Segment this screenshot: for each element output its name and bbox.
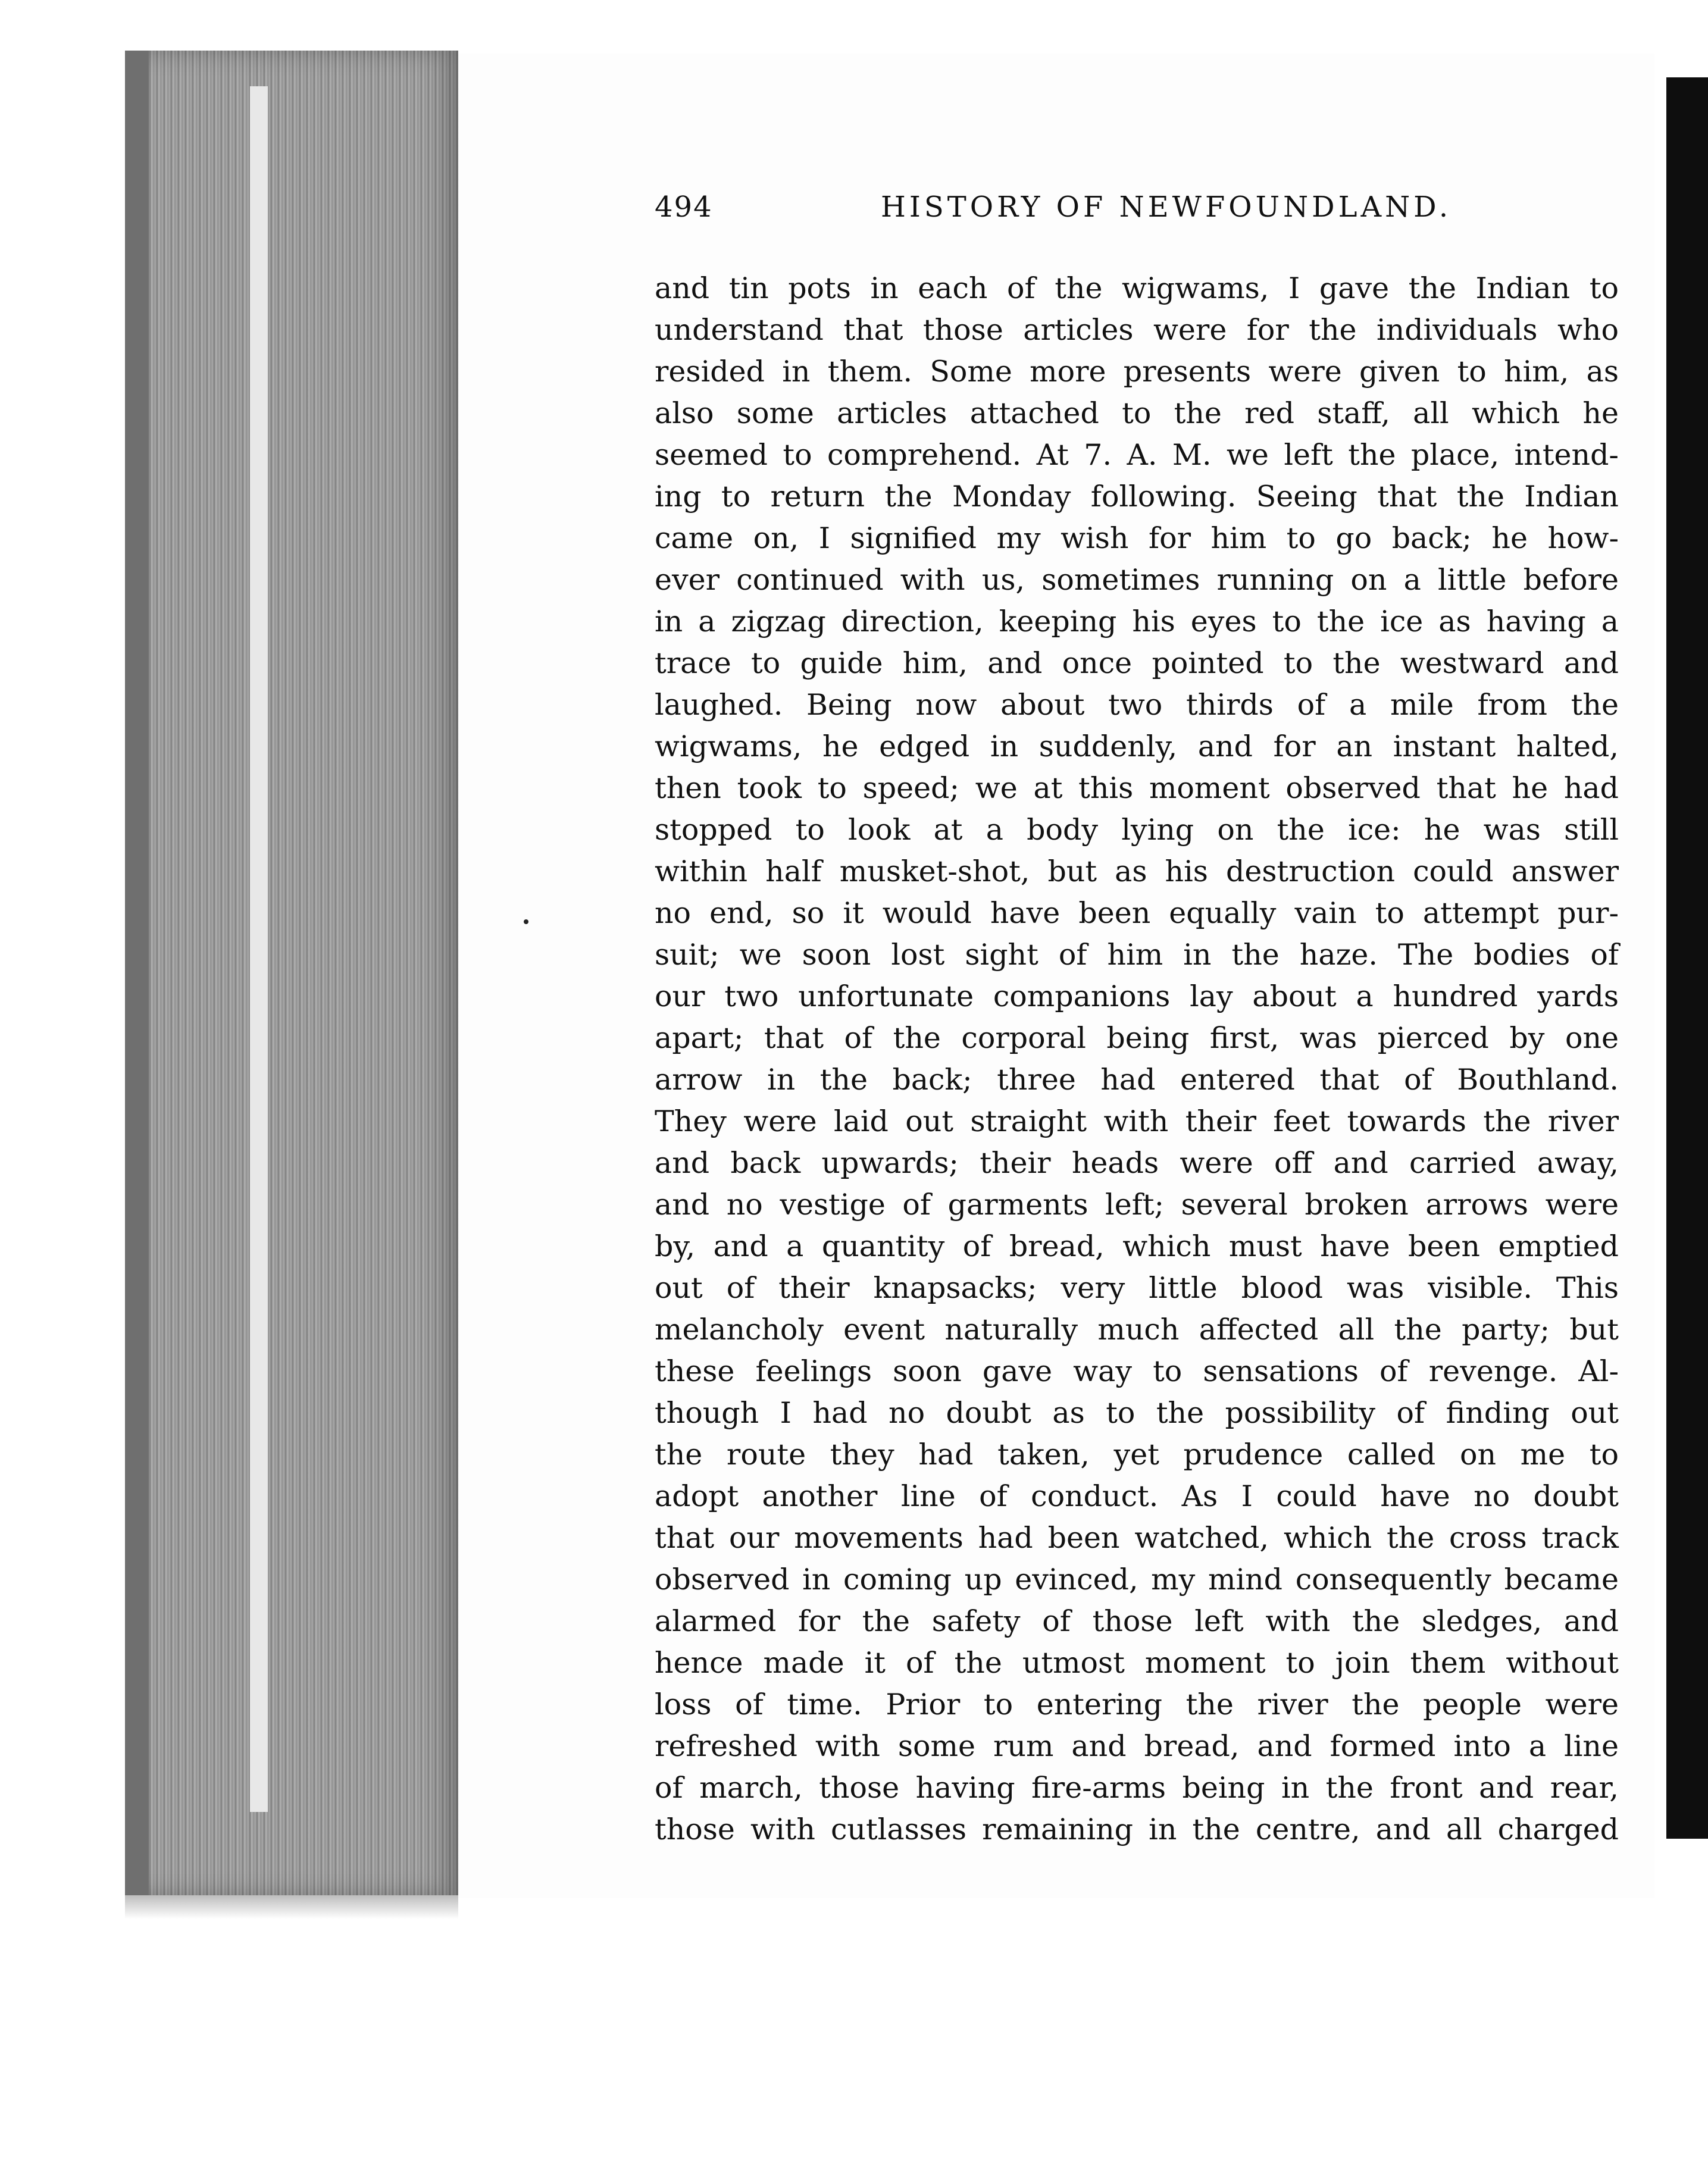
page-edge-bottom-shadow — [125, 1895, 458, 1919]
page-header — [655, 190, 1643, 238]
text-line: ever continued with us, sometimes running on a little before — [655, 563, 1619, 597]
text-line: within half musket-shot, but as his destruction could answer — [655, 854, 1619, 888]
scan-speck — [524, 919, 528, 924]
page-number: 494 — [655, 190, 713, 224]
text-line: seemed to comprehend. At 7. A. M. we left the place, intend- — [655, 438, 1619, 472]
body-text — [655, 268, 1619, 1851]
text-line: ing to return the Monday following. Seeing that the Indian — [655, 480, 1619, 514]
page-edge-gap — [250, 86, 268, 1812]
text-line: stopped to look at a body lying on the ice: he was still — [655, 813, 1619, 847]
book-page — [458, 54, 1654, 1898]
text-line: apart; that of the corporal being first, was pierced by one — [655, 1021, 1619, 1055]
text-line: in a zigzag direction, keeping his eyes to the ice as having a — [655, 605, 1619, 638]
text-line: resided in them. Some more presents were given to him, as — [655, 355, 1619, 389]
text-line: these feelings soon gave way to sensations of revenge. Al- — [655, 1354, 1619, 1388]
running-head: HISTORY OF NEWFOUNDLAND. — [881, 190, 1452, 224]
text-line: laughed. Being now about two thirds of a mile from the — [655, 688, 1619, 722]
text-line: also some articles attached to the red staff, all which he — [655, 396, 1619, 430]
text-line: They were laid out straight with their feet towards the river — [655, 1104, 1619, 1138]
text-line: suit; we soon lost sight of him in the haze. The bodies of — [655, 938, 1619, 972]
text-line: by, and a quantity of bread, which must have been emptied — [655, 1229, 1619, 1263]
text-line: those with cutlasses remaining in the centre, and all charged — [655, 1813, 1619, 1846]
book-page-edges — [125, 51, 458, 1895]
text-line: and tin pots in each of the wigwams, I gave the Indian to — [655, 271, 1619, 305]
text-line: melancholy event naturally much affected all the party; but — [655, 1313, 1619, 1347]
text-line: out of their knapsacks; very little blood was visible. This — [655, 1271, 1619, 1305]
text-line: then took to speed; we at this moment observed that he had — [655, 771, 1619, 805]
text-line: understand that those articles were for the individuals who — [655, 313, 1619, 347]
text-line: wigwams, he edged in suddenly, and for an instant halted, — [655, 730, 1619, 763]
text-line: and back upwards; their heads were off and carried away, — [655, 1146, 1619, 1180]
text-line: no end, so it would have been equally vain to attempt pur- — [655, 896, 1619, 930]
text-line: refreshed with some rum and bread, and formed into a line — [655, 1729, 1619, 1763]
text-line: alarmed for the safety of those left with the sledges, and — [655, 1604, 1619, 1638]
text-line: and no vestige of garments left; several broken arrows were — [655, 1188, 1619, 1222]
text-line: loss of time. Prior to entering the river the people were — [655, 1688, 1619, 1721]
text-line: our two unfortunate companions lay about a hundred yards — [655, 979, 1619, 1013]
text-line: of march, those having fire-arms being in the front and rear, — [655, 1771, 1619, 1805]
text-line: trace to guide him, and once pointed to the westward and — [655, 646, 1619, 680]
text-line: hence made it of the utmost moment to join them without — [655, 1646, 1619, 1680]
text-line: though I had no doubt as to the possibility of finding out — [655, 1396, 1619, 1430]
book-spine-shadow — [125, 51, 149, 1895]
text-line: arrow in the back; three had entered that of Bouthland. — [655, 1063, 1619, 1097]
text-line: adopt another line of conduct. As I could have no doubt — [655, 1479, 1619, 1513]
text-line: came on, I signified my wish for him to go back; he how- — [655, 521, 1619, 555]
text-line: that our movements had been watched, which the cross track — [655, 1521, 1619, 1555]
text-line: the route they had taken, yet prudence called on me to — [655, 1438, 1619, 1472]
binding-strip — [1666, 77, 1708, 1839]
text-line: observed in coming up evinced, my mind consequently became — [655, 1563, 1619, 1597]
